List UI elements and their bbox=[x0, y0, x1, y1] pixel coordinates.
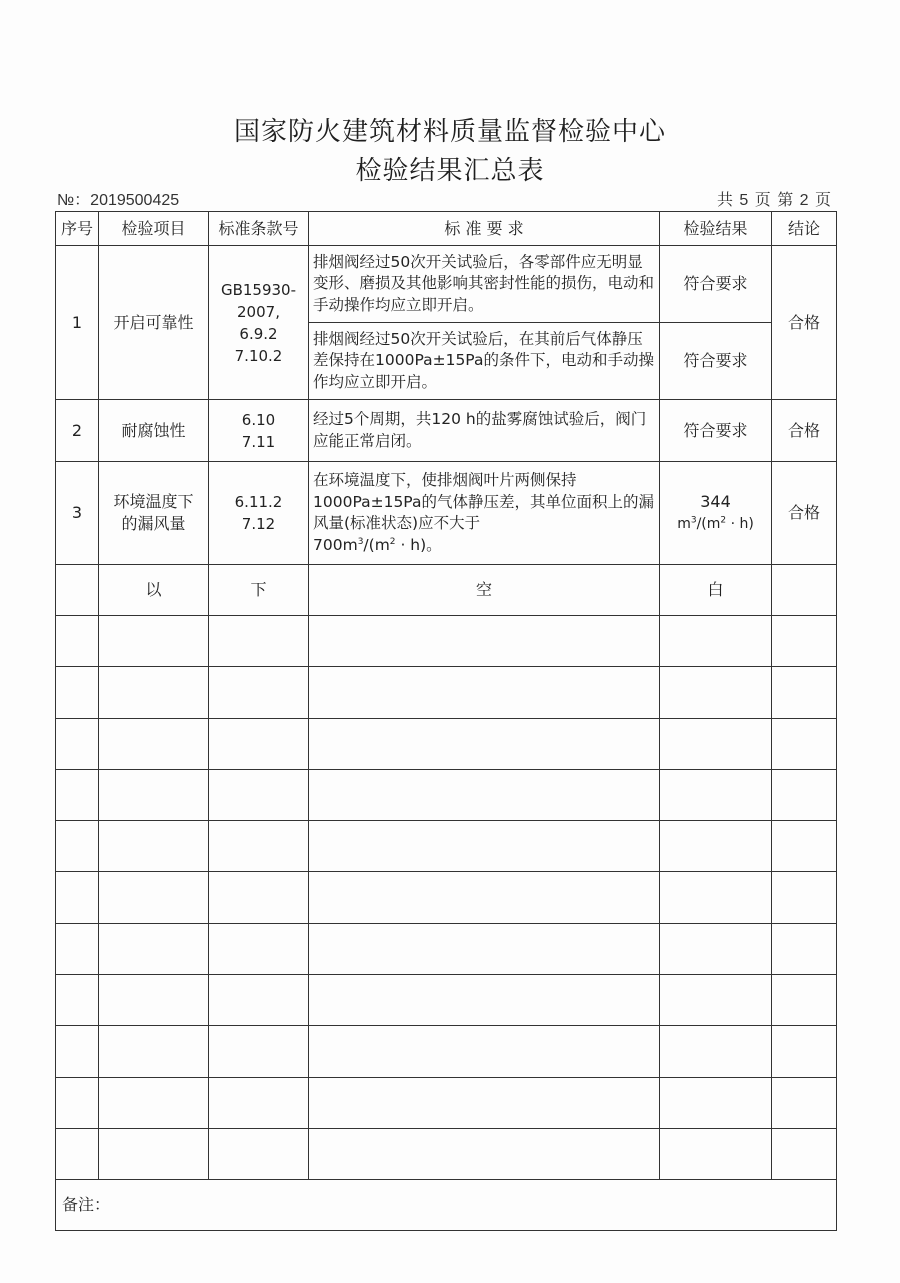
col-header-conclusion: 结论 bbox=[772, 212, 837, 246]
empty-cell bbox=[56, 923, 99, 974]
blank-marker: 白 bbox=[660, 565, 772, 616]
empty-cell bbox=[56, 718, 99, 769]
empty-cell bbox=[99, 616, 209, 667]
empty-cell bbox=[99, 1128, 209, 1179]
empty-cell bbox=[309, 975, 660, 1026]
clause-line: 7.12 bbox=[241, 515, 276, 533]
empty-cell bbox=[99, 667, 209, 718]
empty-cell bbox=[772, 616, 837, 667]
empty-cell bbox=[660, 1077, 772, 1128]
empty-cell bbox=[772, 718, 837, 769]
empty-cell bbox=[99, 769, 209, 820]
unit-part: · h) bbox=[726, 516, 754, 532]
empty-row bbox=[56, 667, 837, 718]
item-line: 的漏风量 bbox=[121, 514, 186, 533]
empty-cell bbox=[772, 769, 837, 820]
item-line: 环境温度下 bbox=[113, 492, 194, 511]
empty-cell bbox=[660, 1026, 772, 1077]
row-requirement: 经过5个周期，共120 h的盐雾腐蚀试验后，阀门应能正常启闭。 bbox=[309, 400, 660, 462]
requirement-unit: 700m bbox=[313, 535, 358, 554]
col-header-item: 检验项目 bbox=[99, 212, 209, 246]
empty-cell bbox=[56, 821, 99, 872]
unit-part: m bbox=[677, 516, 691, 532]
empty-cell bbox=[99, 1077, 209, 1128]
empty-cell bbox=[660, 923, 772, 974]
empty-cell bbox=[772, 1026, 837, 1077]
result-value: 344 bbox=[700, 492, 731, 511]
row-conclusion: 合格 bbox=[772, 246, 837, 400]
empty-row bbox=[56, 1128, 837, 1179]
empty-row bbox=[56, 872, 837, 923]
blank-marker: 空 bbox=[309, 565, 660, 616]
empty-cell bbox=[309, 1077, 660, 1128]
results-table bbox=[55, 211, 837, 1231]
empty-cell bbox=[309, 718, 660, 769]
result-unit bbox=[660, 513, 771, 535]
col-header-seq: 序号 bbox=[56, 212, 99, 246]
empty-cell bbox=[56, 1077, 99, 1128]
empty-cell bbox=[209, 1026, 309, 1077]
empty-row bbox=[56, 923, 837, 974]
page-info: 共 5 页 第 2 页 bbox=[716, 192, 832, 209]
blank-marker-row bbox=[56, 565, 837, 616]
clause-line: 6.9.2 bbox=[239, 324, 278, 343]
empty-cell bbox=[772, 565, 837, 616]
clause-line: 7.11 bbox=[241, 432, 276, 451]
empty-cell bbox=[99, 975, 209, 1026]
empty-row bbox=[56, 821, 837, 872]
empty-cell bbox=[209, 923, 309, 974]
superscript: 3 bbox=[690, 515, 697, 526]
row-result: 符合要求 bbox=[660, 246, 772, 323]
empty-cell bbox=[56, 565, 99, 616]
empty-cell bbox=[99, 923, 209, 974]
row-requirement bbox=[309, 462, 660, 565]
empty-cell bbox=[660, 718, 772, 769]
empty-row bbox=[56, 769, 837, 820]
empty-cell bbox=[209, 1128, 309, 1179]
empty-cell bbox=[772, 821, 837, 872]
empty-row bbox=[56, 616, 837, 667]
clause-line: 6.10 bbox=[241, 410, 276, 429]
empty-cell bbox=[209, 718, 309, 769]
col-header-result: 检验结果 bbox=[660, 212, 772, 246]
requirement-unit: · h)。 bbox=[395, 535, 442, 554]
table-row bbox=[56, 246, 837, 323]
empty-cell bbox=[56, 975, 99, 1026]
empty-cell bbox=[209, 616, 309, 667]
blank-marker: 下 bbox=[209, 565, 309, 616]
empty-cell bbox=[99, 821, 209, 872]
empty-cell bbox=[56, 667, 99, 718]
clause-line: 6.11.2 bbox=[234, 493, 283, 511]
empty-cell bbox=[772, 1077, 837, 1128]
empty-cell bbox=[209, 1077, 309, 1128]
empty-cell bbox=[209, 821, 309, 872]
empty-cell bbox=[660, 975, 772, 1026]
empty-cell bbox=[209, 975, 309, 1026]
clause-line: 7.10.2 bbox=[234, 346, 283, 365]
empty-cell bbox=[309, 769, 660, 820]
empty-cell bbox=[99, 872, 209, 923]
empty-cell bbox=[56, 1026, 99, 1077]
row-conclusion: 合格 bbox=[772, 462, 837, 565]
row-clause bbox=[209, 462, 309, 565]
empty-cell bbox=[772, 975, 837, 1026]
row-requirement: 排烟阀经过50次开关试验后，各零部件应无明显变形、磨损及其他影响其密封性能的损伤，电动和手动操作均应立即开启。 bbox=[309, 246, 660, 323]
row-conclusion: 合格 bbox=[772, 400, 837, 462]
empty-cell bbox=[309, 923, 660, 974]
empty-cell bbox=[660, 616, 772, 667]
remarks-row bbox=[56, 1180, 837, 1231]
empty-cell bbox=[56, 872, 99, 923]
superscript: 3 bbox=[357, 536, 364, 547]
blank-rows bbox=[56, 616, 837, 1180]
empty-cell bbox=[660, 769, 772, 820]
empty-cell bbox=[56, 769, 99, 820]
document-title: 国家防火建筑材料质量监督检验中心 bbox=[233, 117, 666, 147]
requirement-unit: /(m bbox=[363, 535, 390, 554]
empty-cell bbox=[309, 1026, 660, 1077]
empty-cell bbox=[309, 821, 660, 872]
empty-cell bbox=[660, 821, 772, 872]
col-header-clause: 标准条款号 bbox=[209, 212, 309, 246]
empty-cell bbox=[772, 667, 837, 718]
superscript: 2 bbox=[720, 515, 727, 526]
empty-cell bbox=[209, 769, 309, 820]
empty-cell bbox=[660, 667, 772, 718]
empty-cell bbox=[309, 1128, 660, 1179]
requirement-text: 在环境温度下，使排烟阀叶片两侧保持1000Pa±15Pa的气体静压差，其单位面积上的漏风量(标准状态)应不大于 bbox=[313, 471, 654, 532]
row-clause bbox=[209, 400, 309, 462]
empty-cell bbox=[772, 923, 837, 974]
empty-cell bbox=[99, 1026, 209, 1077]
row-seq: 3 bbox=[56, 462, 99, 565]
row-result: 符合要求 bbox=[660, 400, 772, 462]
row-clause bbox=[209, 246, 309, 400]
row-item bbox=[99, 462, 209, 565]
row-seq: 1 bbox=[56, 246, 99, 400]
remarks-label: 备注： bbox=[56, 1180, 837, 1231]
row-seq: 2 bbox=[56, 400, 99, 462]
empty-cell bbox=[309, 667, 660, 718]
row-requirement: 排烟阀经过50次开关试验后，在其前后气体静压差保持在1000Pa±15Pa的条件下，电动和手动操作均应立即开启。 bbox=[309, 323, 660, 400]
empty-row bbox=[56, 1026, 837, 1077]
clause-line: GB15930- bbox=[220, 280, 297, 299]
table-row bbox=[56, 462, 837, 565]
empty-cell bbox=[772, 1128, 837, 1179]
blank-marker: 以 bbox=[99, 565, 209, 616]
empty-cell bbox=[209, 872, 309, 923]
unit-part: /(m bbox=[696, 516, 721, 532]
clause-line: 2007, bbox=[237, 302, 280, 321]
report-number: №：2019500425 bbox=[57, 192, 180, 209]
empty-cell bbox=[309, 872, 660, 923]
empty-row bbox=[56, 1077, 837, 1128]
row-item: 耐腐蚀性 bbox=[99, 400, 209, 462]
empty-row bbox=[56, 718, 837, 769]
empty-cell bbox=[772, 872, 837, 923]
table-header-row bbox=[56, 212, 837, 246]
empty-row bbox=[56, 975, 837, 1026]
empty-cell bbox=[99, 718, 209, 769]
row-result: 符合要求 bbox=[660, 323, 772, 400]
empty-cell bbox=[56, 616, 99, 667]
empty-cell bbox=[56, 1128, 99, 1179]
empty-cell bbox=[660, 1128, 772, 1179]
col-header-requirement: 标 准 要 求 bbox=[309, 212, 660, 246]
row-result bbox=[660, 462, 772, 565]
empty-cell bbox=[660, 872, 772, 923]
row-item: 开启可靠性 bbox=[99, 246, 209, 400]
table-row bbox=[56, 400, 837, 462]
empty-cell bbox=[209, 667, 309, 718]
document-subtitle: 检验结果汇总表 bbox=[355, 156, 545, 186]
empty-cell bbox=[309, 616, 660, 667]
superscript: 2 bbox=[389, 536, 396, 547]
